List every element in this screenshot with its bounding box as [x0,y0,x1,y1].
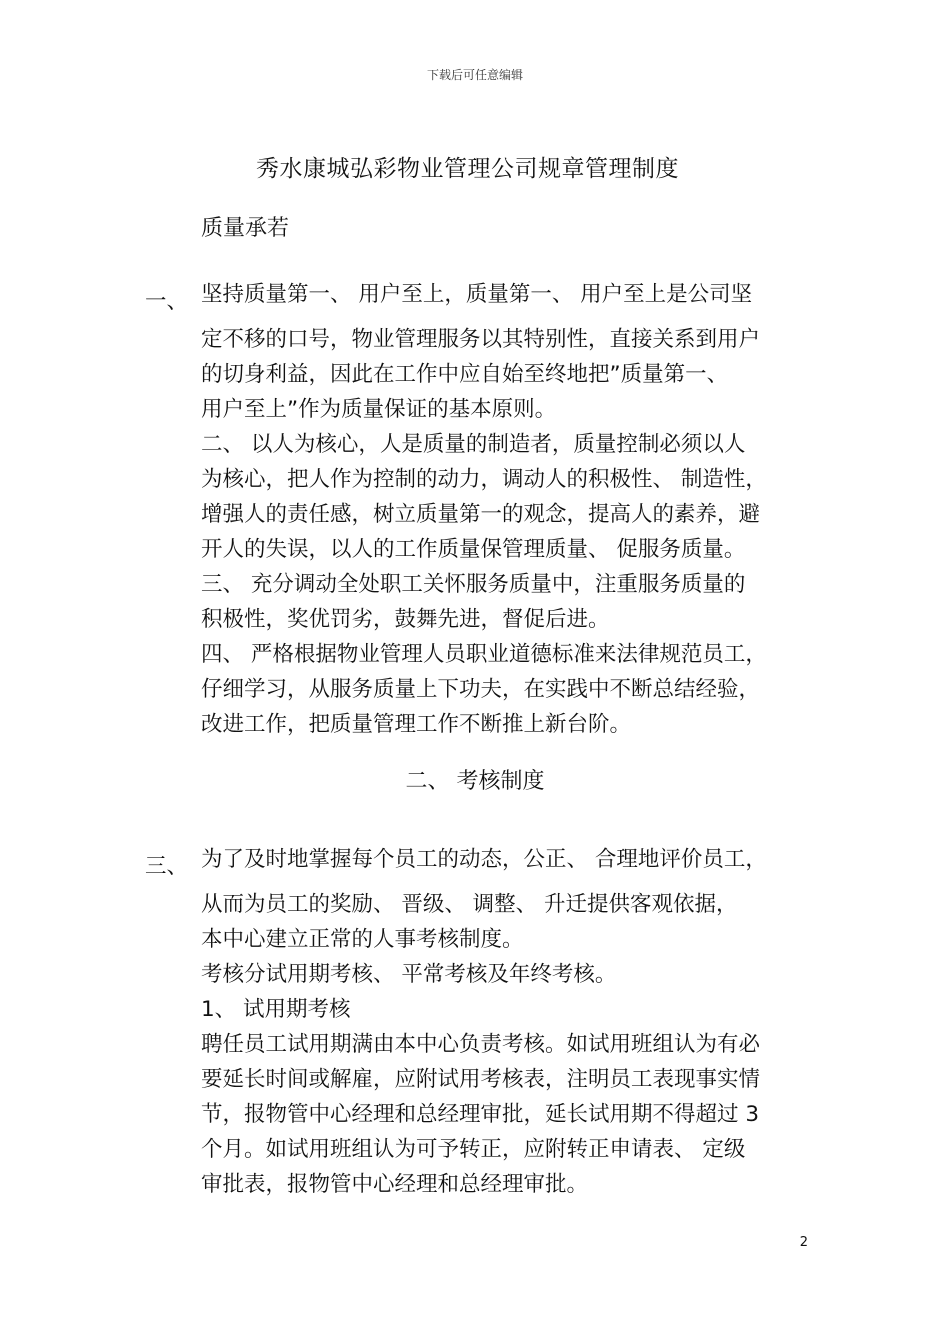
section1-line: 三、 充分调动全处职工关怀服务质量中，注重服务质量的 [201,572,746,597]
section2-subheading: 1、 试用期考核 [201,997,351,1022]
section2-line: 节，报物管中心经理和总经理审批，延长试用期不得超过 3 [201,1102,760,1127]
section1-line: 四、 严格根据物业管理人员职业道德标准来法律规范员工， [201,642,767,667]
section1-line: 开人的失误，以人的工作质量保管理质量、 促服务质量。 [201,537,746,562]
section1-line: 改进工作，把质量管理工作不断推上新台阶。 [201,712,632,737]
section2-line: 个月。如试用班组认为可予转正，应附转正申请表、 定级 [201,1137,746,1162]
item-marker-3: 三、 [145,854,189,879]
document-title: 秀水康城弘彩物业管理公司规章管理制度 [256,156,679,182]
section2-line: 为了及时地掌握每个员工的动态，公正、 合理地评价员工， [201,847,767,872]
section2-line: 审批表，报物管中心经理和总经理审批。 [201,1172,589,1197]
page-header-note: 下载后可任意编辑 [426,68,523,82]
section1-line: 积极性，奖优罚劣，鼓舞先进，督促后进。 [201,607,610,632]
section1-line: 用户至上”作为质量保证的基本原则。 [201,397,557,422]
section1-line: 坚持质量第一、 用户至上，质量第一、 用户至上是公司坚 [201,282,753,307]
section2-line: 考核分试用期考核、 平常考核及年终考核。 [201,962,617,987]
section2-line: 聘任员工试用期满由本中心负责考核。如试用班组认为有必 [201,1032,761,1057]
section2-line: 从而为员工的奖励、 晋级、 调整、 升迁提供客观依据， [201,892,738,917]
section-heading-quality: 质量承若 [201,216,290,241]
section1-line: 的切身利益，因此在工作中应自始至终地把”质量第一、 [201,362,729,387]
section2-line: 要延长时间或解雇，应附试用考核表，注明员工表现事实情 [201,1067,761,1092]
section2-line: 本中心建立正常的人事考核制度。 [201,927,524,952]
item-marker-1: 一、 [145,289,189,314]
section1-line: 定不移的口号，物业管理服务以其特别性，直接关系到用户 [201,327,761,352]
section1-line: 二、 以人为核心，人是质量的制造者，质量控制必须以人 [201,432,746,457]
section1-line: 仔细学习，从服务质量上下功夫，在实践中不断总结经验， [201,677,761,702]
section1-line: 为核心，把人作为控制的动力，调动人的积极性、 制造性， [201,467,767,492]
page-number: 2 [799,1235,808,1250]
section1-line: 增强人的责任感，树立质量第一的观念，提高人的素养，避 [201,502,761,527]
section-heading-assessment: 二、 考核制度 [405,769,545,794]
